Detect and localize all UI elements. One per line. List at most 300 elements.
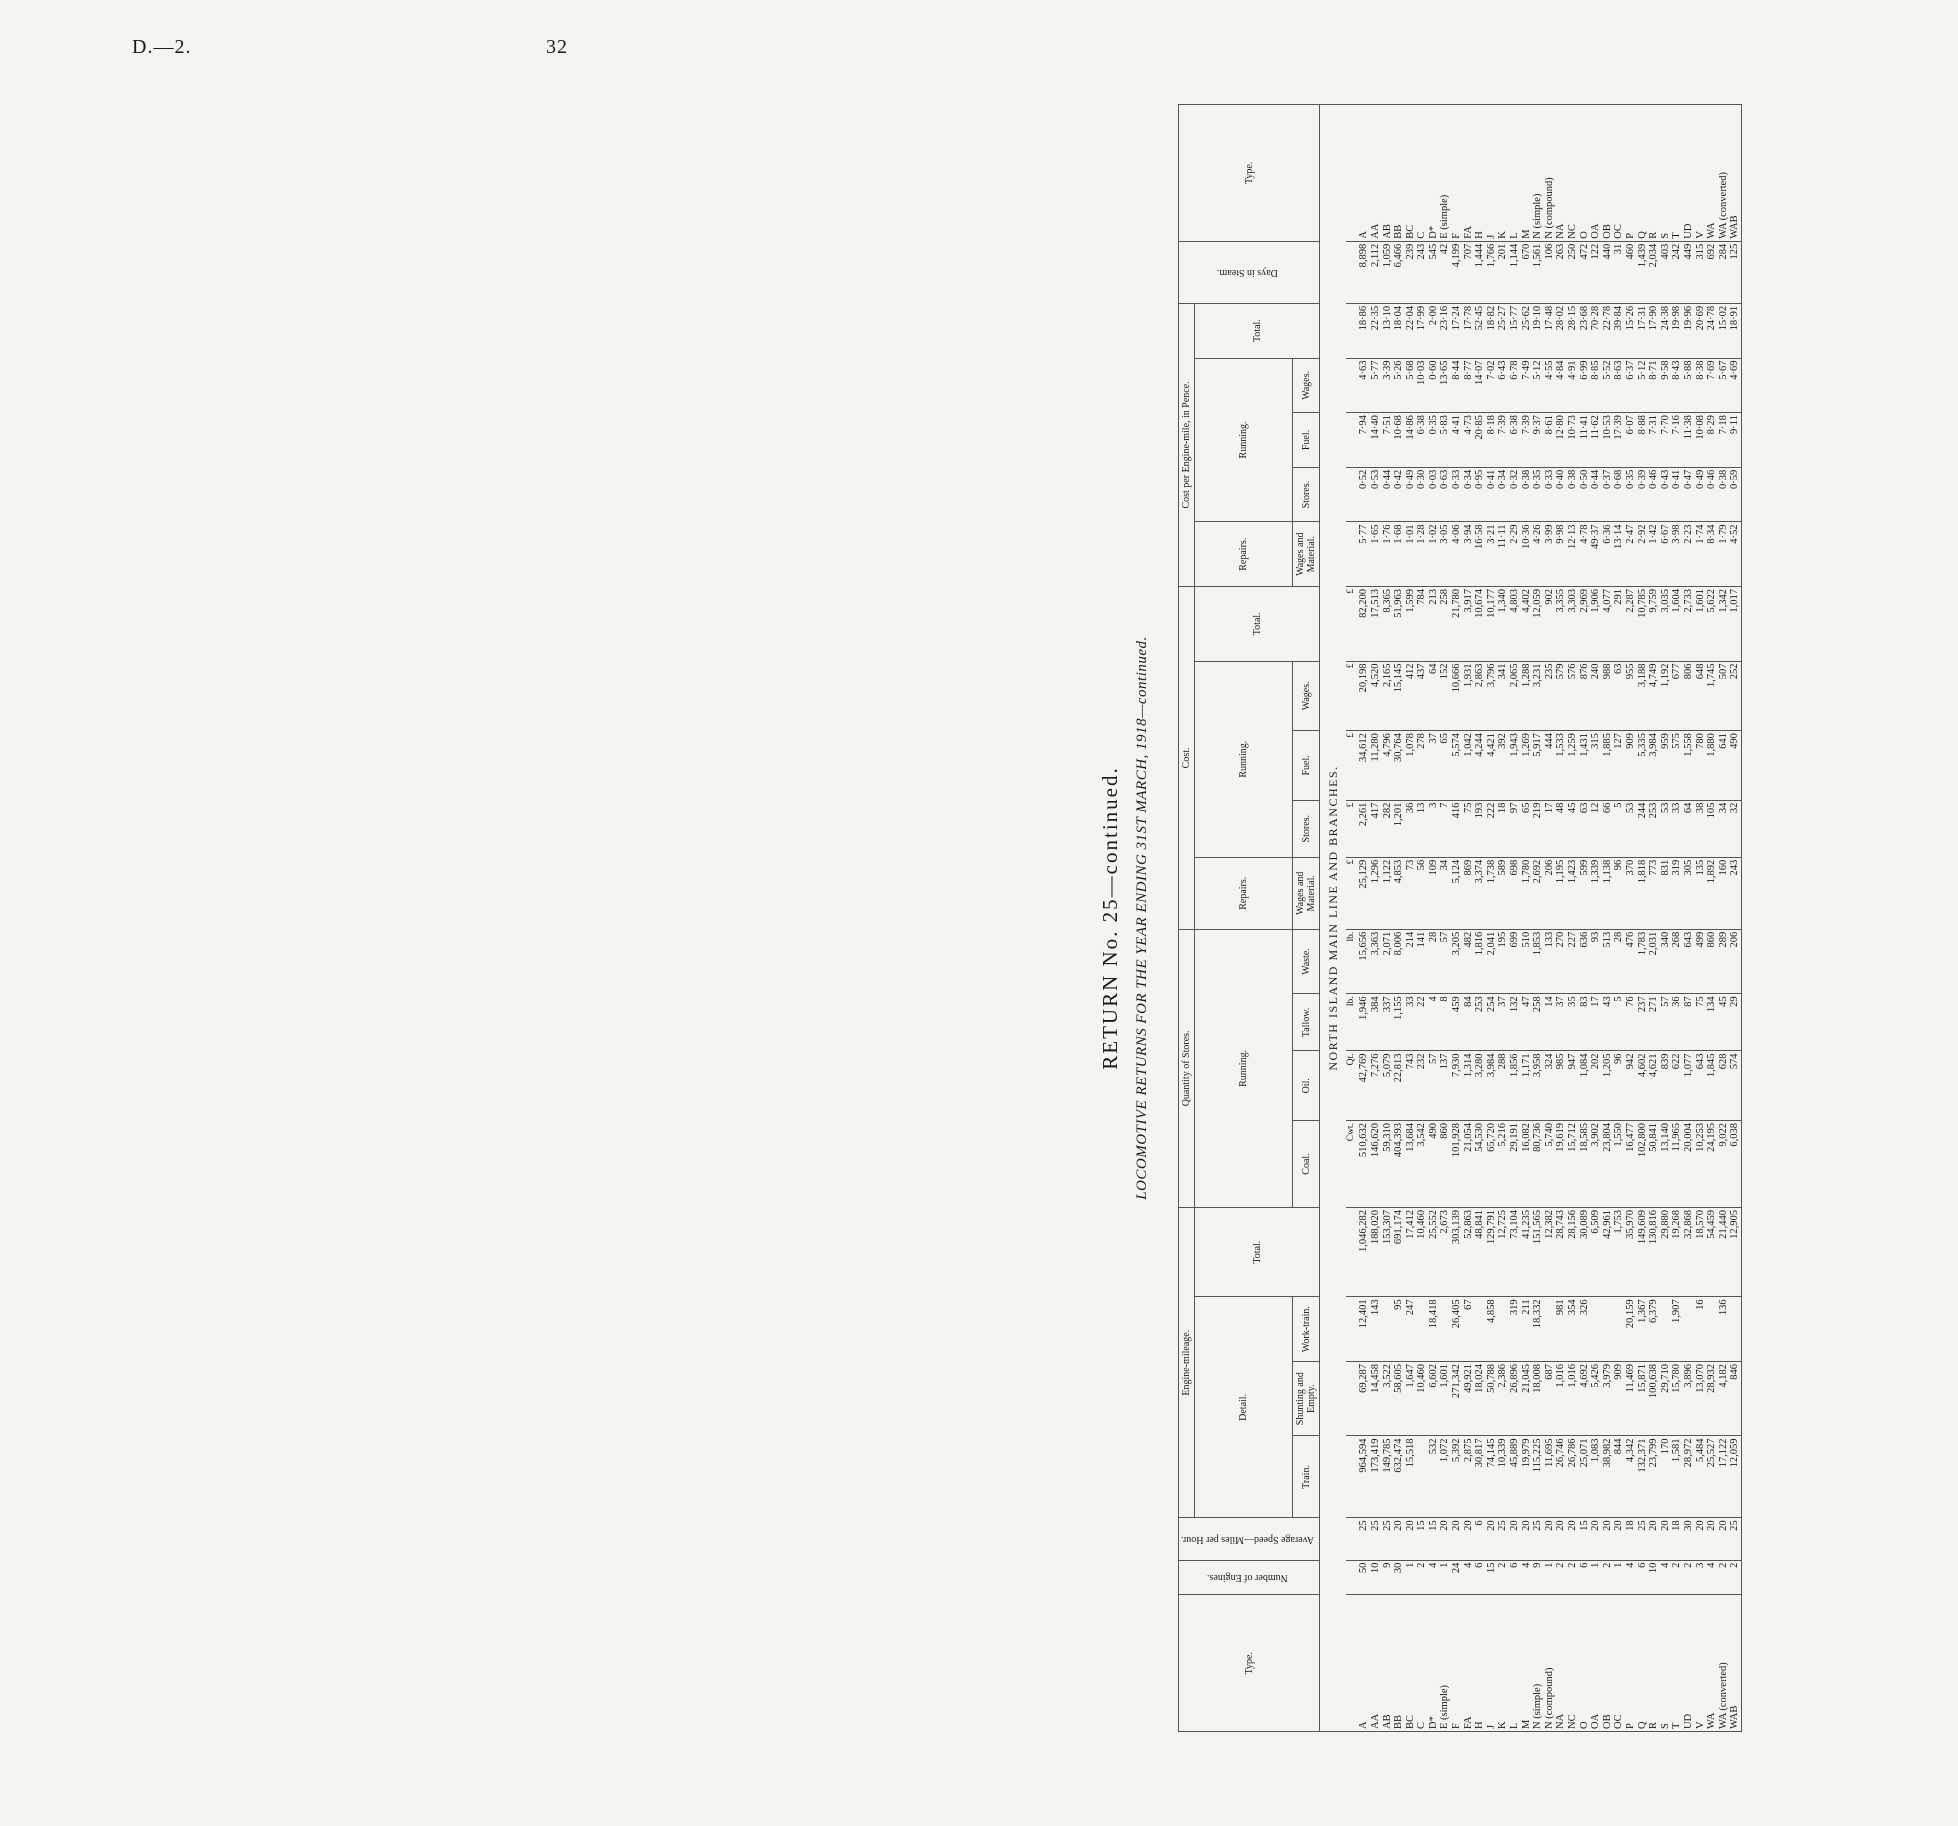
- table-cell: 243: [1729, 857, 1741, 929]
- table-cell: 20,159: [1625, 1297, 1637, 1362]
- row-type: H: [1474, 1595, 1486, 1732]
- table-cell: 2,692: [1532, 857, 1544, 929]
- table-cell: 17,122: [1718, 1436, 1730, 1518]
- table-cell: 5·52: [1602, 358, 1614, 413]
- table-cell: 1,122: [1382, 857, 1394, 929]
- table-cell: 14·07: [1474, 358, 1486, 413]
- table-row: [1486, 105, 1498, 1732]
- table-cell: 3,796: [1486, 661, 1498, 731]
- table-cell: 20: [1660, 1518, 1672, 1560]
- table-cell: 20: [1439, 1518, 1451, 1560]
- hdr-cost-repairs: Repairs.: [1195, 857, 1293, 929]
- table-cell: 52·45: [1474, 303, 1486, 358]
- table-cell: 289: [1718, 929, 1730, 994]
- table-cell: 4·26: [1532, 522, 1544, 587]
- table-row: [1613, 105, 1625, 1732]
- table-cell: 2·29: [1509, 522, 1521, 587]
- table-cell: 3,979: [1602, 1361, 1614, 1436]
- table-cell: 1·01: [1405, 522, 1417, 587]
- table-cell: 0·49: [1695, 467, 1707, 522]
- table-cell: 942: [1625, 1051, 1637, 1121]
- table-cell: 8·43: [1671, 358, 1683, 413]
- table-cell: 4,077: [1602, 587, 1614, 662]
- table-row: [1474, 105, 1486, 1732]
- table-cell: 319: [1509, 1297, 1521, 1362]
- table-cell: 6·67: [1660, 522, 1672, 587]
- table-cell: 641: [1718, 731, 1730, 801]
- table-cell: 2·92: [1637, 522, 1649, 587]
- table-cell: 0·30: [1416, 467, 1428, 522]
- table-cell: 1,880: [1706, 731, 1718, 801]
- table-cell: 151,565: [1532, 1207, 1544, 1296]
- table-cell: 3,363: [1370, 929, 1382, 994]
- table-cell: 1,084: [1579, 1051, 1591, 1121]
- table-cell: 149,785: [1382, 1436, 1394, 1518]
- table-cell: 2: [1718, 1560, 1730, 1595]
- table-cell: 34: [1718, 800, 1730, 857]
- table-cell: 53: [1660, 800, 1672, 857]
- table-cell: 57: [1660, 994, 1672, 1051]
- table-cell: 25,552: [1428, 1207, 1440, 1296]
- table-cell: 0·41: [1486, 467, 1498, 522]
- table-cell: 5,216: [1497, 1121, 1509, 1208]
- hdr-pence-stores: Stores.: [1293, 467, 1320, 522]
- col-days-in-steam: Days in Steam.: [1179, 241, 1320, 303]
- table-cell: 30,764: [1393, 731, 1405, 801]
- table-cell: 26,786: [1567, 1436, 1579, 1518]
- table-cell: 82,200: [1358, 587, 1370, 662]
- table-cell: 444: [1544, 731, 1556, 801]
- table-cell: 532: [1428, 1436, 1440, 1518]
- table-cell: 35,970: [1625, 1207, 1637, 1296]
- hdr-stores-running: Running.: [1195, 929, 1293, 1207]
- table-cell: 1,296: [1370, 857, 1382, 929]
- table-cell: 687: [1544, 1361, 1556, 1436]
- table-cell: 33: [1405, 994, 1417, 1051]
- hdr-pence-running: Running.: [1195, 358, 1293, 522]
- table-cell: 648: [1695, 661, 1707, 731]
- table-cell: 105: [1706, 800, 1718, 857]
- table-cell: 2: [1683, 1560, 1695, 1595]
- table-cell: 3,984: [1648, 731, 1660, 801]
- table-cell: 2,071: [1382, 929, 1394, 994]
- table-cell: 2,034: [1648, 241, 1660, 303]
- table-cell: 3,917: [1463, 587, 1475, 662]
- table-cell: 1,059: [1382, 241, 1394, 303]
- table-cell: 74,145: [1486, 1436, 1498, 1518]
- table-cell: 691,174: [1393, 1207, 1405, 1296]
- table-cell: 51,963: [1393, 587, 1405, 662]
- hdr-cost-fuel: Fuel.: [1293, 731, 1320, 801]
- table-cell: 7·94: [1358, 413, 1370, 468]
- table-cell: 2,287: [1625, 587, 1637, 662]
- table-cell: 5,917: [1532, 731, 1544, 801]
- table-cell: 0·33: [1544, 467, 1556, 522]
- table-cell: 18,332: [1532, 1297, 1544, 1362]
- table-cell: 20: [1695, 1518, 1707, 1560]
- table-cell: 1,367: [1637, 1297, 1649, 1362]
- table-cell: 7·69: [1706, 358, 1718, 413]
- table-cell: 4: [1521, 1560, 1533, 1595]
- table-cell: 20: [1706, 1518, 1718, 1560]
- table-cell: 23,799: [1648, 1436, 1660, 1518]
- table-cell: 6·36: [1602, 522, 1614, 587]
- table-cell: 13·65: [1439, 358, 1451, 413]
- table-cell: 20: [1451, 1518, 1463, 1560]
- table-cell: 9: [1382, 1560, 1394, 1595]
- table-cell: 9: [1532, 1560, 1544, 1595]
- row-type: FA: [1463, 1595, 1475, 1732]
- row-type-right: OB: [1602, 105, 1614, 242]
- table-cell: 846: [1729, 1361, 1741, 1436]
- table-cell: 2,112: [1370, 241, 1382, 303]
- table-cell: 10,253: [1695, 1121, 1707, 1208]
- table-cell: 4: [1428, 994, 1440, 1051]
- table-cell: 876: [1579, 661, 1591, 731]
- table-cell: 1·76: [1382, 522, 1394, 587]
- table-cell: 698: [1509, 857, 1521, 929]
- table-cell: 0·32: [1509, 467, 1521, 522]
- table-cell: 278: [1416, 731, 1428, 801]
- hdr-mileage-total: Total.: [1195, 1207, 1320, 1296]
- table-cell: 2,261: [1358, 800, 1370, 857]
- table-cell: 831: [1660, 857, 1672, 929]
- table-cell: 0·35: [1625, 467, 1637, 522]
- table-cell: 1,599: [1405, 587, 1417, 662]
- row-type: M: [1521, 1595, 1533, 1732]
- table-cell: 20: [1590, 1518, 1602, 1560]
- table-cell: [1590, 1297, 1602, 1362]
- table-cell: 9·37: [1532, 413, 1544, 468]
- table-cell: 988: [1602, 661, 1614, 731]
- table-cell: 15,712: [1567, 1121, 1579, 1208]
- table-cell: 507: [1718, 661, 1730, 731]
- table-cell: 6·38: [1509, 413, 1521, 468]
- table-cell: 136: [1718, 1297, 1730, 1362]
- table-cell: 1,561: [1532, 241, 1544, 303]
- table-cell: 252: [1729, 661, 1741, 731]
- section-row: [1320, 105, 1346, 1732]
- table-cell: 64: [1428, 661, 1440, 731]
- table-cell: 16·58: [1474, 522, 1486, 587]
- row-type-right: WA: [1706, 105, 1718, 242]
- table-cell: 33: [1671, 800, 1683, 857]
- table-cell: 773: [1648, 857, 1660, 929]
- table-cell: 5·83: [1439, 413, 1451, 468]
- table-cell: 213: [1428, 587, 1440, 662]
- table-cell: 0·39: [1637, 467, 1649, 522]
- table-cell: 20·85: [1474, 413, 1486, 468]
- table-cell: 5·26: [1393, 358, 1405, 413]
- table-cell: 232: [1416, 1051, 1428, 1121]
- table-cell: 575: [1671, 731, 1683, 801]
- table-row: [1625, 105, 1637, 1732]
- col-num-engines: Number of Engines.: [1179, 1560, 1320, 1595]
- row-type: D*: [1428, 1595, 1440, 1732]
- table-cell: 29: [1729, 994, 1741, 1051]
- table-cell: 143: [1370, 1297, 1382, 1362]
- table-cell: 482: [1463, 929, 1475, 994]
- table-cell: 326: [1579, 1297, 1591, 1362]
- table-cell: 4,602: [1637, 1051, 1649, 1121]
- table-cell: 1,072: [1439, 1436, 1451, 1518]
- table-row: [1497, 105, 1509, 1732]
- table-cell: 0·33: [1451, 467, 1463, 522]
- row-type: C: [1416, 1595, 1428, 1732]
- row-type: OC: [1613, 1595, 1625, 1732]
- table-cell: 0·95: [1474, 467, 1486, 522]
- table-cell: 38: [1695, 800, 1707, 857]
- table-cell: 18·04: [1393, 303, 1405, 358]
- table-cell: 459: [1451, 994, 1463, 1051]
- table-cell: 4,199: [1451, 241, 1463, 303]
- table-cell: 211: [1521, 1297, 1533, 1362]
- table-cell: 19,619: [1555, 1121, 1567, 1208]
- table-cell: 860: [1439, 1121, 1451, 1208]
- table-cell: 3·21: [1486, 522, 1498, 587]
- row-type: NA: [1555, 1595, 1567, 1732]
- table-cell: 1,339: [1590, 857, 1602, 929]
- table-cell: 2,031: [1648, 929, 1660, 994]
- table-cell: 1·79: [1718, 522, 1730, 587]
- table-cell: 8·71: [1648, 358, 1660, 413]
- hdr-shunting: Shunting and Empty.: [1293, 1361, 1320, 1436]
- table-cell: 25: [1358, 1518, 1370, 1560]
- table-cell: 10·53: [1602, 413, 1614, 468]
- table-cell: 17·39: [1613, 413, 1625, 468]
- table-cell: [1382, 1297, 1394, 1362]
- table-cell: 13·14: [1613, 522, 1625, 587]
- section-title: NORTH ISLAND MAIN LINE AND BRANCHES.: [1320, 105, 1346, 1732]
- table-cell: 589: [1497, 857, 1509, 929]
- table-cell: 0·35: [1428, 413, 1440, 468]
- table-cell: 12,382: [1544, 1207, 1556, 1296]
- table-cell: 6: [1637, 1560, 1649, 1595]
- table-cell: 0·50: [1579, 467, 1591, 522]
- hdr-work-train: Work-train.: [1293, 1297, 1320, 1362]
- table-cell: 4: [1428, 1560, 1440, 1595]
- table-cell: 1,946: [1358, 994, 1370, 1051]
- row-type-right: AA: [1370, 105, 1382, 242]
- table-cell: 58,605: [1393, 1361, 1405, 1436]
- table-row: [1637, 105, 1649, 1732]
- table-cell: 3,896: [1683, 1361, 1695, 1436]
- table-cell: 8,365: [1382, 587, 1394, 662]
- table-row: [1671, 105, 1683, 1732]
- table-cell: 10·03: [1416, 358, 1428, 413]
- table-cell: 21,440: [1718, 1207, 1730, 1296]
- table-cell: 3,355: [1555, 587, 1567, 662]
- table-cell: 13·10: [1382, 303, 1394, 358]
- table-cell: 5,484: [1695, 1436, 1707, 1518]
- table-cell: 315: [1695, 241, 1707, 303]
- table-cell: 4,342: [1625, 1436, 1637, 1518]
- table-cell: 4·06: [1451, 522, 1463, 587]
- table-cell: 19,268: [1671, 1207, 1683, 1296]
- table-row: [1451, 105, 1463, 1732]
- table-cell: 3,188: [1637, 661, 1649, 731]
- row-type-right: OC: [1613, 105, 1625, 242]
- table-cell: 1,288: [1521, 661, 1533, 731]
- row-type: S: [1660, 1595, 1672, 1732]
- table-cell: 0·37: [1602, 467, 1614, 522]
- table-cell: 0·38: [1521, 467, 1533, 522]
- table-cell: 1,943: [1509, 731, 1521, 801]
- table-cell: 11·41: [1579, 413, 1591, 468]
- table-cell: 22: [1416, 994, 1428, 1051]
- table-cell: 20: [1718, 1518, 1730, 1560]
- table-cell: 5·68: [1405, 358, 1417, 413]
- row-type: V: [1695, 1595, 1707, 1732]
- table-cell: 2·23: [1683, 522, 1695, 587]
- row-type: OB: [1602, 1595, 1614, 1732]
- table-cell: 75: [1463, 800, 1475, 857]
- table-cell: 5,124: [1451, 857, 1463, 929]
- table-cell: 1,144: [1509, 241, 1521, 303]
- table-cell: 1·65: [1370, 522, 1382, 587]
- table-row: [1358, 105, 1370, 1732]
- table-cell: 132: [1509, 994, 1521, 1051]
- table-cell: 1,892: [1706, 857, 1718, 929]
- row-type-right: C: [1416, 105, 1428, 242]
- table-cell: 42,769: [1358, 1051, 1370, 1121]
- table-cell: 253: [1474, 994, 1486, 1051]
- table-cell: 9·58: [1660, 358, 1672, 413]
- row-type: AA: [1370, 1595, 1382, 1732]
- table-cell: 437: [1416, 661, 1428, 731]
- table-cell: 101,928: [1451, 1121, 1463, 1208]
- table-cell: 574: [1729, 1051, 1741, 1121]
- table-cell: 54,459: [1706, 1207, 1718, 1296]
- table-cell: 5,079: [1382, 1051, 1394, 1121]
- table-cell: 545: [1428, 241, 1440, 303]
- table-cell: 404,393: [1393, 1121, 1405, 1208]
- table-cell: 6·07: [1625, 413, 1637, 468]
- unit-coal: Cwt.: [1346, 1121, 1359, 1208]
- table-cell: 16: [1695, 1297, 1707, 1362]
- table-cell: 14: [1544, 994, 1556, 1051]
- table-cell: 1,077: [1683, 1051, 1695, 1121]
- table-cell: 19,979: [1521, 1436, 1533, 1518]
- table-cell: 1,550: [1613, 1121, 1625, 1208]
- table-row: [1602, 105, 1614, 1732]
- table-cell: 10,460: [1416, 1361, 1428, 1436]
- table-cell: 28,156: [1567, 1207, 1579, 1296]
- table-cell: 48: [1555, 800, 1567, 857]
- table-cell: 622: [1671, 1051, 1683, 1121]
- table-cell: 6: [1474, 1560, 1486, 1595]
- table-cell: 170: [1660, 1436, 1672, 1518]
- table-cell: 17·99: [1416, 303, 1428, 358]
- table-cell: 20,198: [1358, 661, 1370, 731]
- table-cell: 20: [1613, 1518, 1625, 1560]
- table-cell: 129,791: [1486, 1207, 1498, 1296]
- table-cell: 12,725: [1497, 1207, 1509, 1296]
- table-cell: 1,340: [1497, 587, 1509, 662]
- table-cell: 284: [1718, 241, 1730, 303]
- table-row: [1532, 105, 1544, 1732]
- table-cell: 15: [1579, 1518, 1591, 1560]
- hdr-coal: Coal.: [1293, 1121, 1320, 1208]
- table-cell: 1,558: [1683, 731, 1695, 801]
- table-cell: 6: [1579, 1560, 1591, 1595]
- unit-cost-total: £: [1346, 587, 1359, 662]
- rotated-table-area: [1098, 98, 1958, 1738]
- table-cell: 10,460: [1416, 1207, 1428, 1296]
- row-type: WA: [1706, 1595, 1718, 1732]
- table-cell: 3,374: [1474, 857, 1486, 929]
- table-cell: 65: [1521, 800, 1533, 857]
- table-cell: 115,225: [1532, 1436, 1544, 1518]
- table-cell: 28,932: [1706, 1361, 1718, 1436]
- row-type: R: [1648, 1595, 1660, 1732]
- table-cell: 4,749: [1648, 661, 1660, 731]
- table-cell: 141: [1416, 929, 1428, 994]
- table-cell: 73: [1405, 857, 1417, 929]
- table-cell: 12·13: [1567, 522, 1579, 587]
- hdr-pence-wages: Wages.: [1293, 358, 1320, 413]
- table-cell: 416: [1451, 800, 1463, 857]
- table-cell: 23,804: [1602, 1121, 1614, 1208]
- table-cell: 24: [1451, 1560, 1463, 1595]
- table-cell: 20: [1544, 1518, 1556, 1560]
- row-type-right: R: [1648, 105, 1660, 242]
- table-cell: 510,632: [1358, 1121, 1370, 1208]
- table-cell: 1,581: [1671, 1436, 1683, 1518]
- table-cell: 18: [1625, 1518, 1637, 1560]
- table-cell: 13,070: [1695, 1361, 1707, 1436]
- table-cell: 6: [1509, 1560, 1521, 1595]
- table-cell: 149,609: [1637, 1207, 1649, 1296]
- table-cell: 5: [1613, 800, 1625, 857]
- table-cell: 4·41: [1451, 413, 1463, 468]
- row-type-right: WAB: [1729, 105, 1741, 242]
- row-type-right: Q: [1637, 105, 1649, 242]
- table-cell: 24,195: [1706, 1121, 1718, 1208]
- hdr-engine-mileage: Engine-mileage.: [1179, 1207, 1195, 1517]
- table-cell: 1,818: [1637, 857, 1649, 929]
- hdr-cost-stores: Stores.: [1293, 800, 1320, 857]
- table-cell: [1544, 1297, 1556, 1362]
- table-cell: 449: [1683, 241, 1695, 303]
- table-cell: 1,444: [1474, 241, 1486, 303]
- table-cell: 576: [1567, 661, 1579, 731]
- table-cell: 45: [1718, 994, 1730, 1051]
- table-cell: 15·26: [1625, 303, 1637, 358]
- table-cell: 5,335: [1637, 731, 1649, 801]
- return-subtitle: [1134, 98, 1151, 1738]
- table-cell: 1,016: [1555, 1361, 1567, 1436]
- table-cell: 5·77: [1370, 358, 1382, 413]
- table-cell: 4·52: [1729, 522, 1741, 587]
- table-row: [1729, 105, 1741, 1732]
- table-cell: 57: [1428, 1051, 1440, 1121]
- row-type: L: [1509, 1595, 1521, 1732]
- table-cell: 134: [1706, 994, 1718, 1051]
- table-cell: [1497, 1297, 1509, 1362]
- table-cell: 1,856: [1509, 1051, 1521, 1121]
- table-row: [1544, 105, 1556, 1732]
- table-cell: 95: [1393, 1297, 1405, 1362]
- table-cell: 1,816: [1474, 929, 1486, 994]
- table-cell: 42,961: [1602, 1207, 1614, 1296]
- table-cell: 125: [1729, 241, 1741, 303]
- table-cell: 412: [1405, 661, 1417, 731]
- table-cell: 270: [1555, 929, 1567, 994]
- table-cell: 5,574: [1451, 731, 1463, 801]
- table-cell: [1602, 1297, 1614, 1362]
- table-cell: 3,984: [1486, 1051, 1498, 1121]
